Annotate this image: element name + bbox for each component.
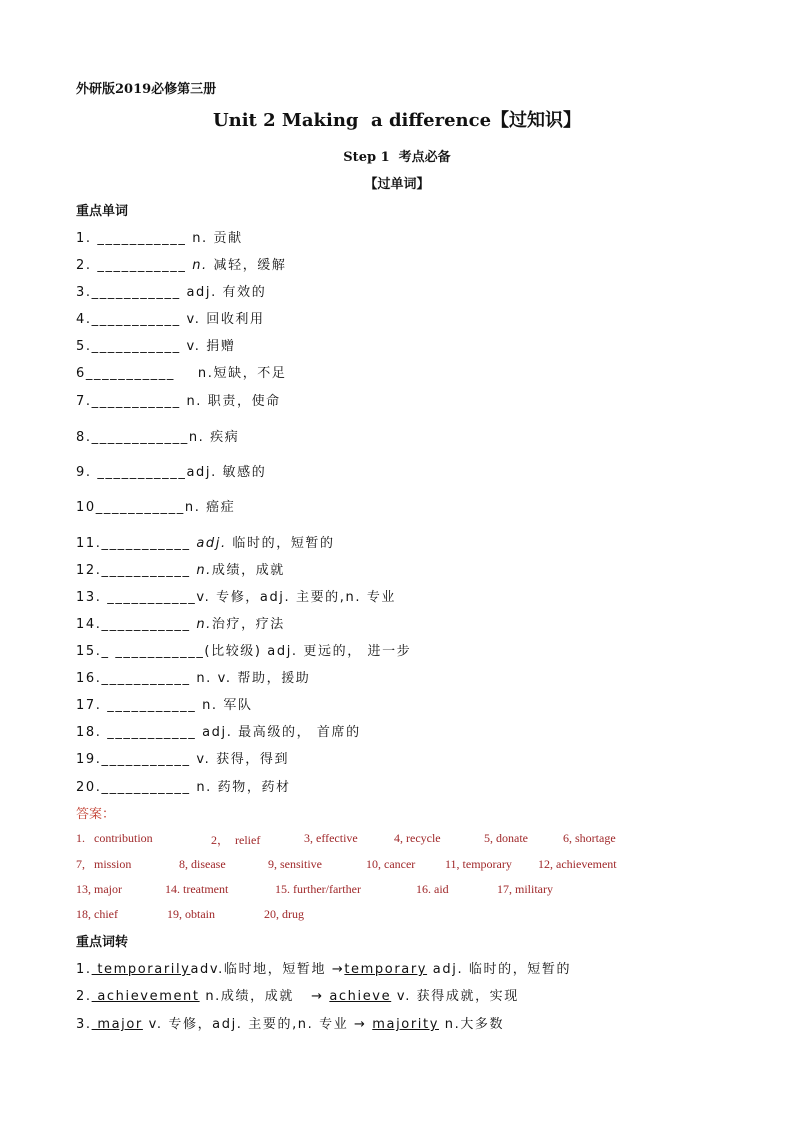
vocab-item xyxy=(76,694,253,713)
vocab-item xyxy=(76,227,243,246)
conversion-gloss-source: n.成绩，成就 → xyxy=(199,989,330,1004)
answer-item: 11, temporary xyxy=(445,857,512,871)
vocab-item xyxy=(76,281,266,300)
vocab-meaning: 职责，使命 xyxy=(202,394,281,409)
conversion-item xyxy=(76,1013,504,1032)
vocab-number: 3. xyxy=(76,285,92,300)
vocab-pos: v. xyxy=(186,339,201,354)
vocab-meaning: 获得，得到 xyxy=(210,752,290,767)
conversion-word-target: majority xyxy=(372,1017,440,1032)
vocab-item xyxy=(76,776,291,795)
answer-item: 19, obtain xyxy=(167,907,215,921)
vocab-item xyxy=(76,586,396,605)
answer-item: 8, disease xyxy=(179,857,226,871)
vocab-item xyxy=(76,667,310,686)
conversion-gloss-target: v. 获得成就，实现 xyxy=(391,989,519,1004)
vocab-meaning: 短缺，不足 xyxy=(213,366,287,381)
vocab-pos: adj. xyxy=(186,285,217,300)
conversion-gloss-source: adv.临时地，短暂地 → xyxy=(190,962,345,977)
answer-item: 12, achievement xyxy=(538,857,617,871)
conversions-heading: 重点词转 xyxy=(76,935,129,950)
vocab-meaning: 更远的， 进一步 xyxy=(297,644,412,659)
vocab-item xyxy=(76,390,281,409)
vocab-pos: n. xyxy=(202,698,218,713)
book-label: 外研版2019必修第三册 xyxy=(76,82,217,97)
answer-item: 1. contribution xyxy=(76,831,153,845)
conversion-item xyxy=(76,958,571,977)
answer-item: 2， relief xyxy=(211,833,261,847)
vocab-blank[interactable]: ___________ xyxy=(101,725,203,740)
vocab-blank[interactable]: ___________ xyxy=(101,590,197,605)
vocab-pos: n. xyxy=(192,258,208,273)
vocab-pos: n. xyxy=(196,780,212,795)
vocab-blank[interactable]: ___________ xyxy=(91,339,187,354)
answer-item: 9, sensitive xyxy=(268,857,322,871)
vocab-number: 6 xyxy=(76,366,86,381)
vocab-pos: n. xyxy=(188,430,205,445)
vocab-number: 13. xyxy=(76,590,102,605)
vocab-item xyxy=(76,532,335,551)
conversion-number: 1. xyxy=(76,962,92,977)
vocab-pos: v. xyxy=(196,752,211,767)
vocab-number: 1. xyxy=(76,231,92,246)
vocab-item xyxy=(76,335,235,354)
conversion-word-source: temporarily xyxy=(91,962,191,977)
vocab-pos: adj. xyxy=(186,465,217,480)
vocab-pos: n. xyxy=(174,366,214,381)
step-heading: Step 1 考点必备 xyxy=(343,150,451,165)
vocab-blank[interactable]: _ ___________ xyxy=(101,644,205,659)
vocab-item xyxy=(76,254,287,273)
vocab-blank[interactable]: ___________ xyxy=(91,394,187,409)
vocab-item xyxy=(76,308,265,327)
vocab-item xyxy=(76,613,285,632)
vocab-pos: v. xyxy=(186,312,201,327)
vocab-item xyxy=(76,559,285,578)
vocab-number: 16. xyxy=(76,671,102,686)
vocab-blank[interactable]: ___________ xyxy=(101,671,197,686)
vocab-item xyxy=(76,496,235,515)
vocab-pos: n. xyxy=(192,231,208,246)
vocab-meaning: 军队 xyxy=(217,698,253,713)
conversion-gloss-source: v. 专修，adj. 主要的,n. 专业 → xyxy=(142,1017,373,1032)
vocab-number: 14. xyxy=(76,617,102,632)
answer-item: 7, mission xyxy=(76,857,132,871)
answer-item: 5, donate xyxy=(484,831,528,845)
page-title: Unit 2 Making a difference【过知识】 xyxy=(212,110,582,131)
answer-item: 3, effective xyxy=(304,831,358,845)
vocab-blank[interactable]: ___________ xyxy=(101,752,197,767)
vocab-number: 4. xyxy=(76,312,92,327)
key-words-heading: 重点单词 xyxy=(76,204,129,219)
vocab-number: 7. xyxy=(76,394,92,409)
vocab-pos: n. xyxy=(196,617,212,632)
vocab-number: 15. xyxy=(76,644,102,659)
conversion-gloss-target: adj. 临时的，短暂的 xyxy=(427,962,572,977)
vocab-number: 2. xyxy=(76,258,92,273)
vocab-number: 20. xyxy=(76,780,102,795)
vocab-meaning: 回收利用 xyxy=(200,312,265,327)
vocab-meaning: 贡献 xyxy=(207,231,243,246)
answer-item: 18, chief xyxy=(76,907,118,921)
vocab-section-heading: 【过单词】 xyxy=(364,177,430,192)
vocab-blank[interactable]: ___________ xyxy=(101,780,197,795)
answer-item: 6, shortage xyxy=(563,831,616,845)
vocab-number: 5. xyxy=(76,339,92,354)
conversion-item xyxy=(76,985,519,1004)
vocab-pos: n. v. xyxy=(196,671,232,686)
answer-item: 17, military xyxy=(497,882,553,896)
conversion-word-source: major xyxy=(91,1017,143,1032)
vocab-number: 19. xyxy=(76,752,102,767)
vocab-meaning: 癌症 xyxy=(200,500,236,515)
vocab-item xyxy=(76,721,361,740)
vocab-number: 12. xyxy=(76,563,102,578)
vocab-pos: adj. xyxy=(196,536,227,551)
vocab-blank[interactable]: ___________ xyxy=(91,285,187,300)
vocab-number: 17. xyxy=(76,698,102,713)
vocab-blank[interactable]: ___________ xyxy=(85,366,175,381)
vocab-number: 11. xyxy=(76,536,102,551)
vocab-item xyxy=(76,362,287,381)
answer-item: 13, major xyxy=(76,882,122,896)
vocab-blank[interactable]: ___________ xyxy=(101,698,203,713)
vocab-pos: n. xyxy=(196,563,212,578)
vocab-item xyxy=(76,748,289,767)
vocab-meaning: 疾病 xyxy=(204,430,240,445)
vocab-blank[interactable]: ___________ xyxy=(101,617,197,632)
answers-label: 答案： xyxy=(76,807,116,822)
vocab-pos: adj. xyxy=(202,725,233,740)
vocab-meaning: 成绩，成就 xyxy=(211,563,285,578)
answer-item: 16. aid xyxy=(416,882,449,896)
vocab-meaning: 减轻，缓解 xyxy=(207,258,287,273)
vocab-blank[interactable]: ____________ xyxy=(91,430,189,445)
vocab-blank[interactable]: ___________ xyxy=(91,465,187,480)
vocab-blank[interactable]: ___________ xyxy=(95,500,185,515)
vocab-item xyxy=(76,461,266,480)
vocab-item xyxy=(76,640,411,659)
vocab-number: 10 xyxy=(76,500,96,515)
conversion-number: 3. xyxy=(76,1017,92,1032)
vocab-blank[interactable]: ___________ xyxy=(101,536,197,551)
vocab-meaning: 专修，adj. 主要的,n. 专业 xyxy=(210,590,397,605)
vocab-number: 18. xyxy=(76,725,102,740)
answer-item: 15. further/farther xyxy=(275,882,361,896)
vocab-meaning: 药物，药材 xyxy=(211,780,291,795)
vocab-blank[interactable]: ___________ xyxy=(101,563,197,578)
vocab-meaning: 最高级的， 首席的 xyxy=(232,725,361,740)
answer-item: 4, recycle xyxy=(394,831,441,845)
conversion-gloss-target: n.大多数 xyxy=(439,1017,505,1032)
answer-item: 14. treatment xyxy=(165,882,229,896)
vocab-number: 9. xyxy=(76,465,92,480)
vocab-number: 8. xyxy=(76,430,92,445)
conversion-word-source: achievement xyxy=(91,989,200,1004)
vocab-meaning: 临时的，短暂的 xyxy=(226,536,335,551)
vocab-meaning: 捐赠 xyxy=(200,339,236,354)
conversion-word-target: achieve xyxy=(329,989,392,1004)
vocab-pos: n. xyxy=(186,394,203,409)
vocab-meaning: 治疗，疗法 xyxy=(211,617,285,632)
conversion-word-target: temporary xyxy=(344,962,428,977)
vocab-meaning: 有效的 xyxy=(216,285,267,300)
answer-item: 10, cancer xyxy=(366,857,416,871)
vocab-meaning: 帮助，援助 xyxy=(231,671,311,686)
vocab-blank[interactable]: ___________ xyxy=(91,312,187,327)
vocab-meaning: 敏感的 xyxy=(216,465,267,480)
vocab-pos: (比较级) adj. xyxy=(204,644,298,659)
vocab-blank[interactable]: ___________ xyxy=(91,231,193,246)
answer-item: 20, drug xyxy=(264,907,304,921)
vocab-pos: n. xyxy=(184,500,201,515)
vocab-blank[interactable]: ___________ xyxy=(91,258,193,273)
conversion-number: 2. xyxy=(76,989,92,1004)
vocab-item xyxy=(76,426,239,445)
vocab-pos: v. xyxy=(196,590,211,605)
